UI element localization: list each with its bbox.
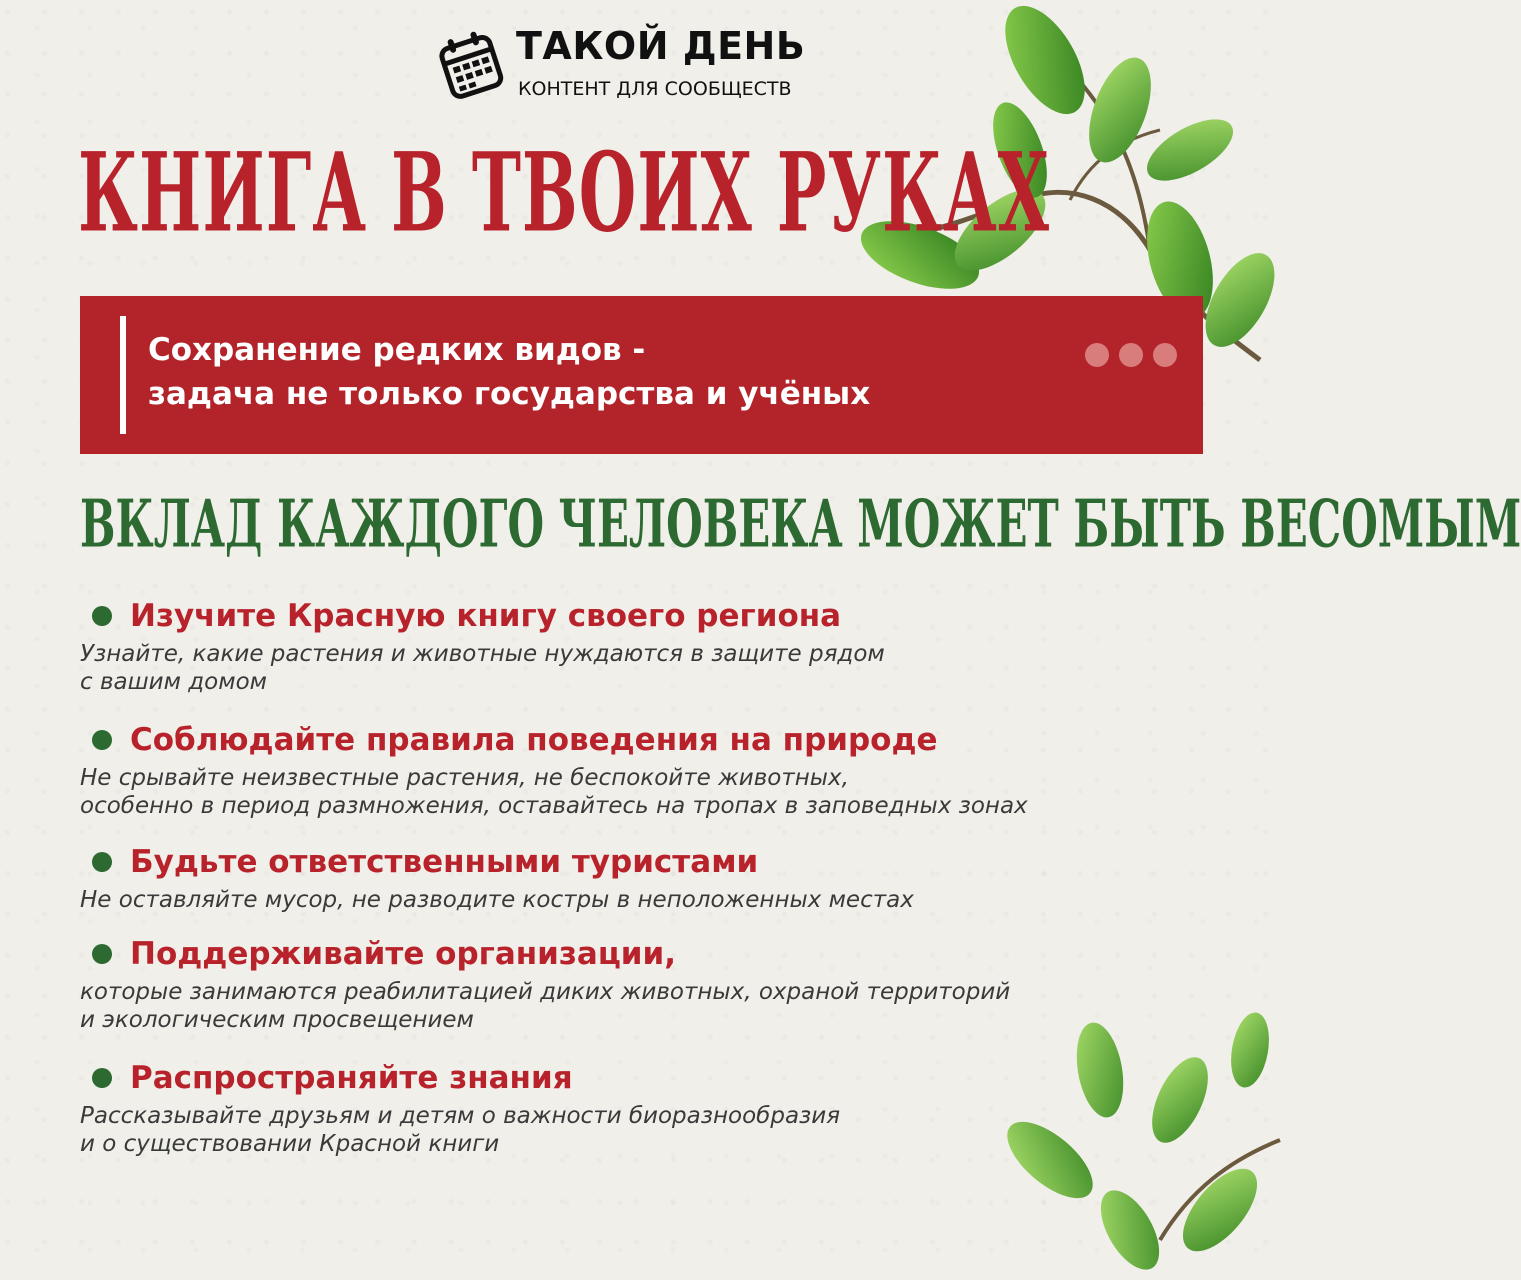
bullet-icon [92,1068,112,1088]
carousel-dots [1085,343,1177,367]
tip-heading-text: Распространяйте знания [130,1060,573,1096]
brand-tagline: КОНТЕНТ ДЛЯ СООБЩЕСТВ [518,78,792,100]
dot-icon [1153,343,1177,367]
list-item [80,594,1230,696]
tip-description: которые занимаются реабилитацией диких животных, охраной территорий и экологическим просвещением [80,979,1011,1033]
tip-description: Рассказывайте друзьям и детям о важности биоразнообразия и о существовании Красной книги [80,1103,841,1157]
banner-line-2: задача не только государства и учёных [148,376,871,412]
brand-name: ТАКОЙ ДЕНЬ [516,24,806,68]
tip-description: Не срывайте неизвестные растения, не беспокойте животных, особенно в период размножения, оставайтесь на тропах в заповедных зонах [80,765,1028,819]
section-subtitle: ВКЛАД КАЖДОГО ЧЕЛОВЕКА МОЖЕТ БЫТЬ ВЕСОМЫМ [80,486,1521,562]
bullet-icon [92,852,112,872]
tip-heading [80,718,1230,762]
list-item [80,718,1230,820]
brand-logo [438,22,858,102]
list-item [80,840,1230,914]
tip-heading-text: Изучите Красную книгу своего региона [130,598,842,634]
quote-banner [80,296,1203,454]
dot-icon [1085,343,1109,367]
tip-heading [80,932,1230,976]
banner-text [148,328,870,416]
page-title: КНИГА В ТВОИХ РУКАХ [78,128,1050,257]
banner-accent-bar [120,316,126,434]
tip-heading [80,840,1230,884]
tip-heading [80,594,1230,638]
calendar-icon [438,26,504,100]
bullet-icon [92,730,112,750]
banner-line-1: Сохранение редких видов - [148,332,646,368]
list-item [80,932,1230,1034]
bullet-icon [92,944,112,964]
tip-description: Узнайте, какие растения и животные нуждаются в защите рядом с вашим домом [80,641,885,695]
bullet-icon [92,606,112,626]
tip-heading [80,1056,1230,1100]
tip-heading-text: Будьте ответственными туристами [130,844,759,880]
tip-heading-text: Поддерживайте организации, [130,936,677,972]
tip-description: Не оставляйте мусор, не разводите костры в неположенных местах [80,887,914,913]
list-item [80,1056,1230,1158]
tip-heading-text: Соблюдайте правила поведения на природе [130,722,938,758]
dot-icon [1119,343,1143,367]
